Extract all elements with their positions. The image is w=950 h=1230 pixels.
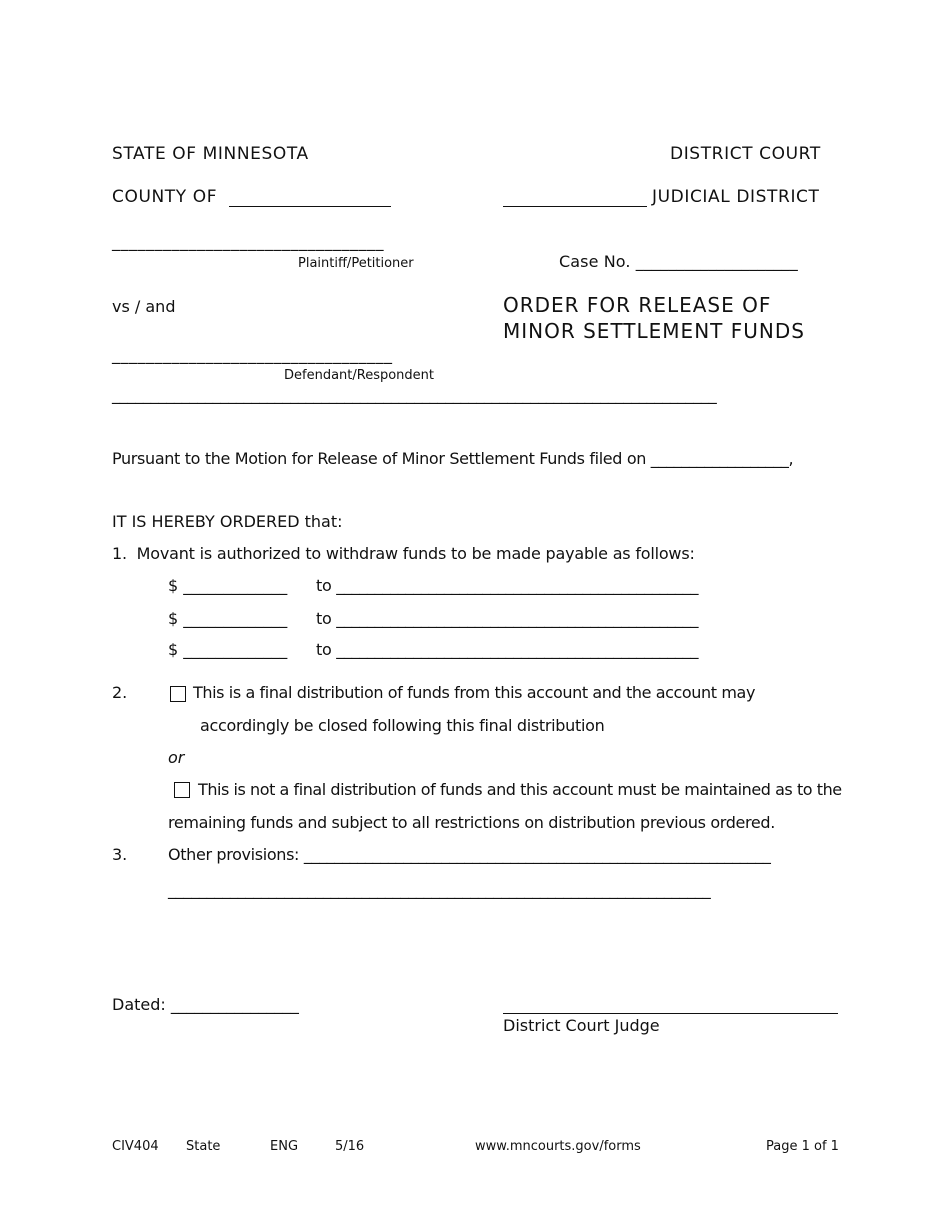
versus-label: vs / and	[112, 297, 176, 316]
ordered-heading: IT IS HEREBY ORDERED that:	[112, 512, 343, 531]
payment-3-payee[interactable]: to _______________________________________________	[316, 640, 699, 659]
footer-page-number: Page 1 of 1	[766, 1139, 839, 1154]
county-label: COUNTY OF	[112, 187, 218, 207]
judicial-district-field[interactable]	[503, 206, 647, 207]
judge-label: District Court Judge	[503, 1016, 660, 1035]
state-heading: STATE OF MINNESOTA	[112, 144, 309, 164]
defendant-field[interactable]: _________________________________	[112, 345, 393, 364]
or-label: or	[168, 748, 185, 767]
other-provisions-field-line-2[interactable]: ______________________________________________________________________	[168, 880, 711, 899]
document-title-line-2: MINOR SETTLEMENT FUNDS	[503, 319, 805, 343]
payment-3-amount[interactable]: $ _____________	[168, 640, 288, 659]
footer-form-id: CIV404	[112, 1139, 159, 1154]
footer-state: State	[186, 1139, 221, 1154]
item-3-number: 3.	[112, 845, 128, 864]
footer-date: 5/16	[335, 1139, 365, 1154]
payment-1-payee[interactable]: to _______________________________________________	[316, 576, 699, 595]
footer-language: ENG	[270, 1139, 299, 1154]
county-field[interactable]	[229, 206, 391, 207]
dated-field[interactable]: Dated: ________________	[112, 995, 299, 1014]
judge-signature-line[interactable]	[503, 1013, 838, 1014]
payment-1-amount[interactable]: $ _____________	[168, 576, 288, 595]
pursuant-paragraph: Pursuant to the Motion for Release of Minor Settlement Funds filed on __________________,	[112, 449, 794, 468]
document-title-line-1: ORDER FOR RELEASE OF	[503, 293, 772, 317]
final-distribution-checkbox[interactable]	[170, 686, 186, 702]
defendant-label: Defendant/Respondent	[284, 368, 435, 383]
final-distribution-text-2: accordingly be closed following this final distribution	[200, 716, 605, 735]
not-final-distribution-checkbox[interactable]	[174, 782, 190, 798]
item-1-text: 1. Movant is authorized to withdraw funds to be made payable as follows:	[112, 544, 695, 563]
payment-2-payee[interactable]: to _______________________________________________	[316, 609, 699, 628]
caption-separator: ______________________________________________________________________________	[112, 385, 717, 404]
judicial-district-label: JUDICIAL DISTRICT	[652, 187, 820, 207]
not-final-distribution-text-1: This is not a final distribution of funds and this account must be maintained as to the	[198, 780, 842, 799]
final-distribution-text-1: This is a final distribution of funds from this account and the account may	[193, 683, 756, 702]
item-2-number: 2.	[112, 683, 128, 702]
footer-url-link[interactable]: www.mncourts.gov/forms	[475, 1139, 641, 1154]
plaintiff-field[interactable]: ________________________________	[112, 232, 384, 251]
other-provisions-field[interactable]: Other provisions: _____________________________________________________________	[168, 845, 771, 864]
plaintiff-label: Plaintiff/Petitioner	[298, 256, 414, 271]
not-final-distribution-text-2: remaining funds and subject to all restrictions on distribution previous ordered.	[168, 813, 775, 832]
case-number-field[interactable]: Case No. ____________________	[559, 252, 798, 271]
payment-2-amount[interactable]: $ _____________	[168, 609, 288, 628]
court-heading: DISTRICT COURT	[670, 144, 821, 164]
